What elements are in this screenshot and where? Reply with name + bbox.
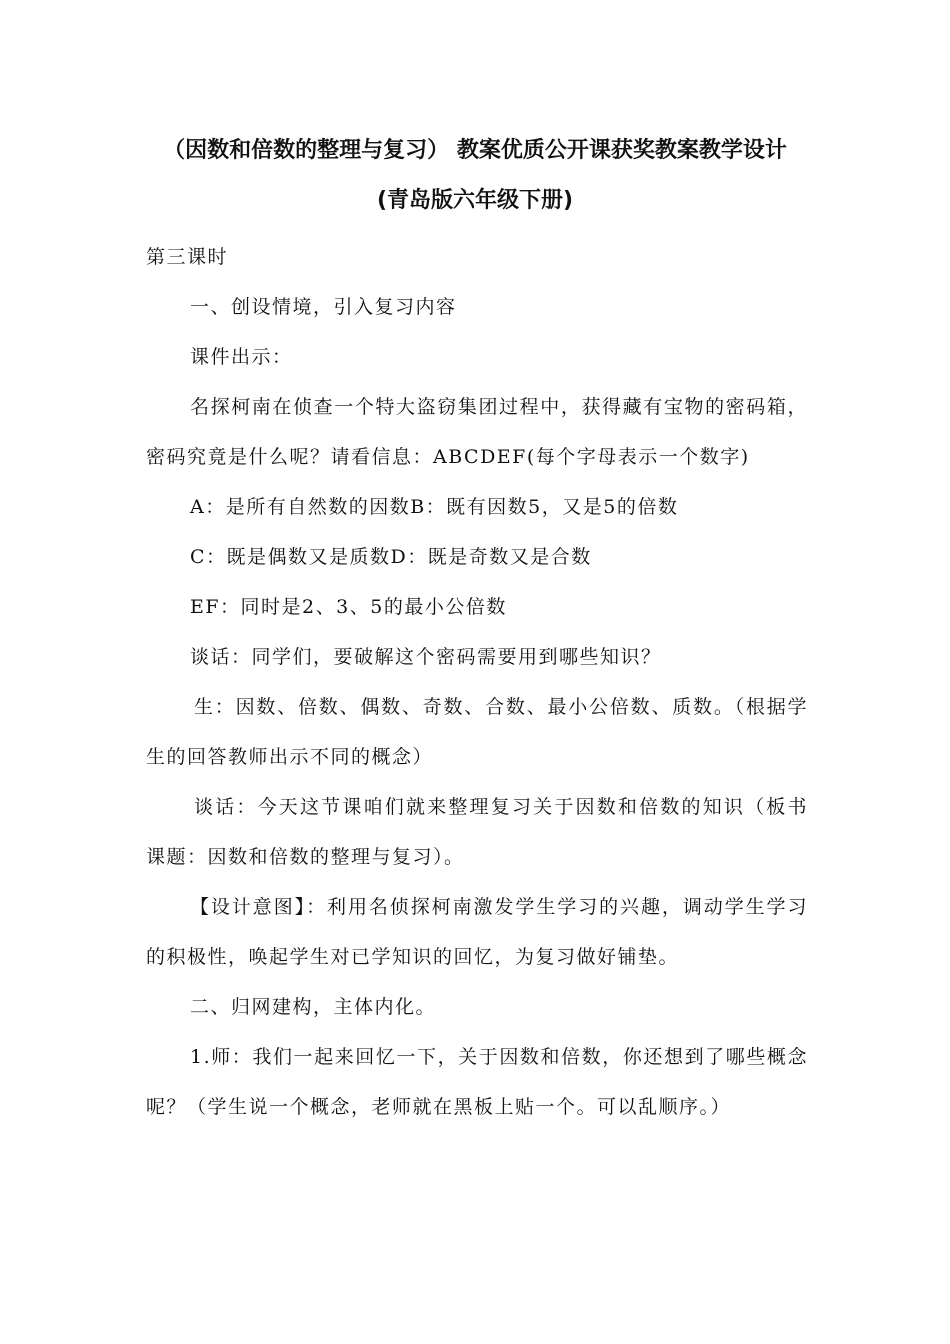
document-subtitle: (青岛版六年级下册): [376, 188, 574, 213]
section-heading-2: 二、归网建构，主体内化。: [190, 996, 437, 1018]
paragraph-courseware: 课件出示：: [190, 346, 293, 368]
clue-c-d: C：既是偶数又是质数D：既是奇数又是合数: [190, 546, 592, 568]
paragraph-story: 名探柯南在侦查一个特大盗窃集团过程中，获得藏有宝物的密码箱，密码究竟是什么呢？请看信息：ABCDEF(每个字母表示一个数字): [146, 396, 808, 468]
paragraph-student-answer: 生：因数、倍数、偶数、奇数、合数、最小公倍数、质数。（根据学生的回答教师出示不同的概念）: [146, 696, 808, 768]
document-title: （因数和倍数的整理与复习） 教案优质公开课获奖教案教学设计: [163, 138, 787, 163]
paragraph-question: 谈话：同学们，要破解这个密码需要用到哪些知识？: [190, 646, 662, 668]
section-heading-1: 一、创设情境，引入复习内容: [190, 296, 457, 318]
clue-a-b: A：是所有自然数的因数B：既有因数5，又是5的倍数: [190, 496, 679, 518]
paragraph-design-intent: 【设计意图】：利用名侦探柯南激发学生学习的兴趣，调动学生学习的积极性，唤起学生对已学知识的回忆，为复习做好铺垫。: [146, 896, 808, 968]
paragraph-topic: 谈话：今天这节课咱们就来整理复习关于因数和倍数的知识（板书课题：因数和倍数的整理与复习）。: [146, 796, 808, 868]
lesson-period: 第三课时: [146, 246, 229, 268]
document-body: [146, 232, 808, 1132]
clue-ef: EF：同时是2、3、5的最小公倍数: [190, 596, 507, 618]
paragraph-review-concepts: 1.师：我们一起来回忆一下，关于因数和倍数，你还想到了哪些概念呢？（学生说一个概念，老师就在黑板上贴一个。可以乱顺序。）: [146, 1046, 808, 1118]
